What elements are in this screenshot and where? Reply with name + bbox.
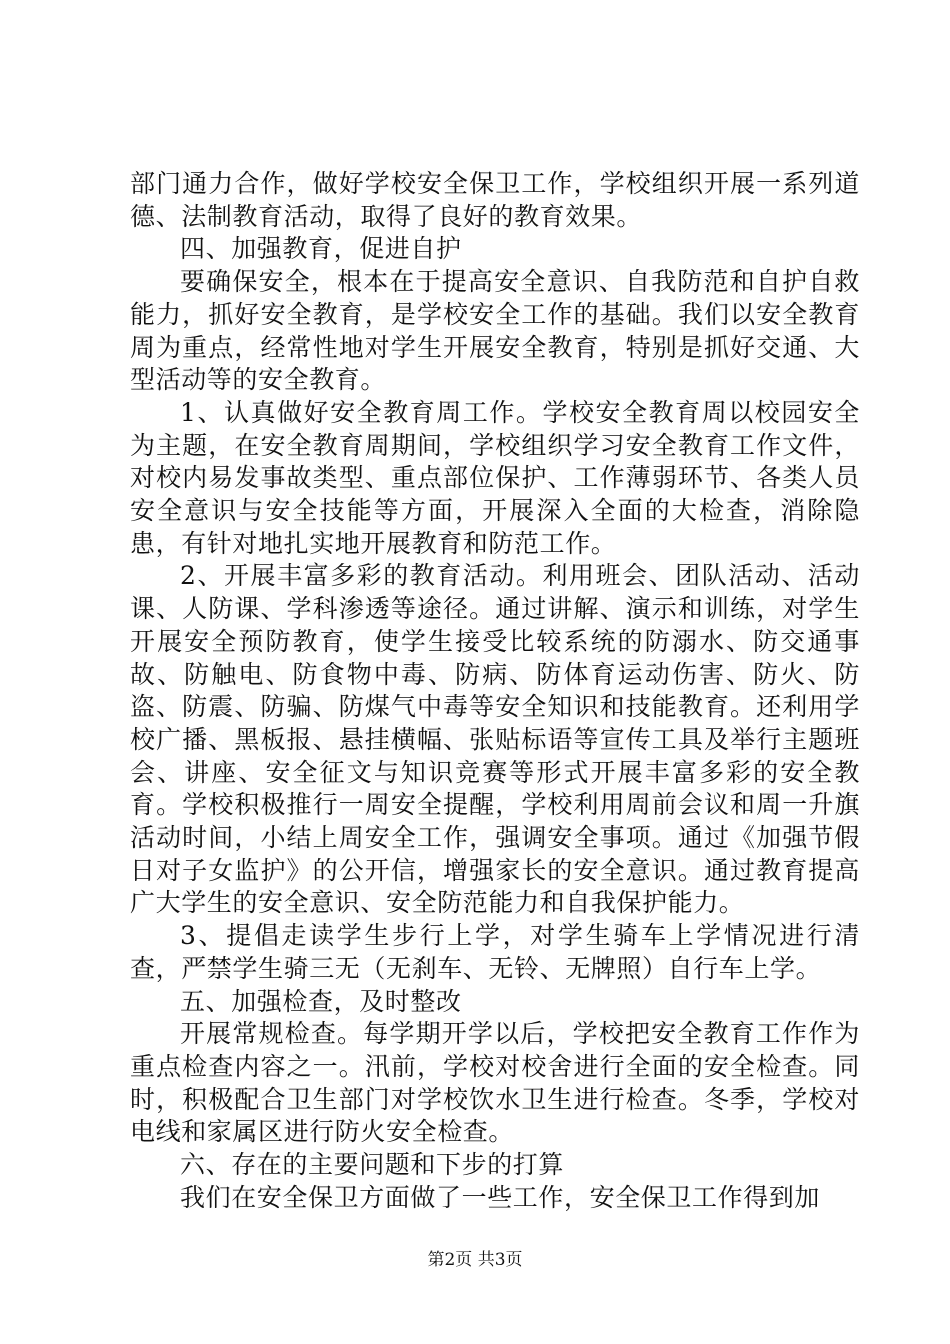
section-heading-5: 五、加强检查，及时整改 — [180, 986, 462, 1016]
section-heading-6: 六、存在的主要问题和下步的打算 — [180, 1150, 565, 1180]
page-footer: 第2页 共3页 — [427, 1250, 523, 1270]
paragraph-4: 2、开展丰富多彩的教育活动。利用班会、团队活动、活动课、人防课、学科渗透等途径。通过讲解、演示和训练，对学生开展安全预防教育，使学生接受比较系统的防溺水、防交通事故、防触电、防食物中毒、防病、防体育运动伤害、防火、防盗、防震、防骗、防煤气中毒等安全知识和技能教育。还利用学校广播、黑板报、悬挂横幅、张贴标语等宣传工具及举行主题班会、讲座、安全征文与知识竞赛等形式开展丰富多彩的安全教育。学校积极推行一周安全提醒，学校利用周前会议和周一升旗活动时间，小结上周安全工作，强调安全事项。通过《加强节假日对子女监护》的公开信，增强家长的安全意识。通过教育提高广大学生的安全意识、安全防范能力和自我保护能力。 — [130, 561, 860, 918]
paragraph-1: 部门通力合作，做好学校安全保卫工作，学校组织开展一系列道德、法制教育活动，取得了良好的教育效果。 — [130, 169, 860, 231]
paragraph-5: 3、提倡走读学生步行上学，对学生骑车上学情况进行清查，严禁学生骑三无（无刹车、无铃、无牌照）自行车上学。 — [130, 921, 860, 983]
paragraph-2: 要确保安全，根本在于提高安全意识、自我防范和自护自救能力，抓好安全教育，是学校安全工作的基础。我们以安全教育周为重点，经常性地对学生开展安全教育，特别是抓好交通、大型活动等的安全教育。 — [130, 267, 860, 395]
document-body — [130, 168, 860, 1215]
section-heading-4: 四、加强教育，促进自护 — [180, 234, 462, 264]
paragraph-7: 我们在安全保卫方面做了一些工作，安全保卫工作得到加 — [180, 1182, 821, 1212]
paragraph-6: 开展常规检查。每学期开学以后，学校把安全教育工作作为重点检查内容之一。汛前，学校对校舍进行全面的安全检查。同时，积极配合卫生部门对学校饮水卫生进行检查。冬季，学校对电线和家属区进行防火安全检查。 — [130, 1019, 860, 1147]
paragraph-3: 1、认真做好安全教育周工作。学校安全教育周以校园安全为主题，在安全教育周期间，学校组织学习安全教育工作文件，对校内易发事故类型、重点部位保护、工作薄弱环节、各类人员安全意识与安全技能等方面，开展深入全面的大检查，消除隐患，有针对地扎实地开展教育和防范工作。 — [130, 397, 860, 558]
